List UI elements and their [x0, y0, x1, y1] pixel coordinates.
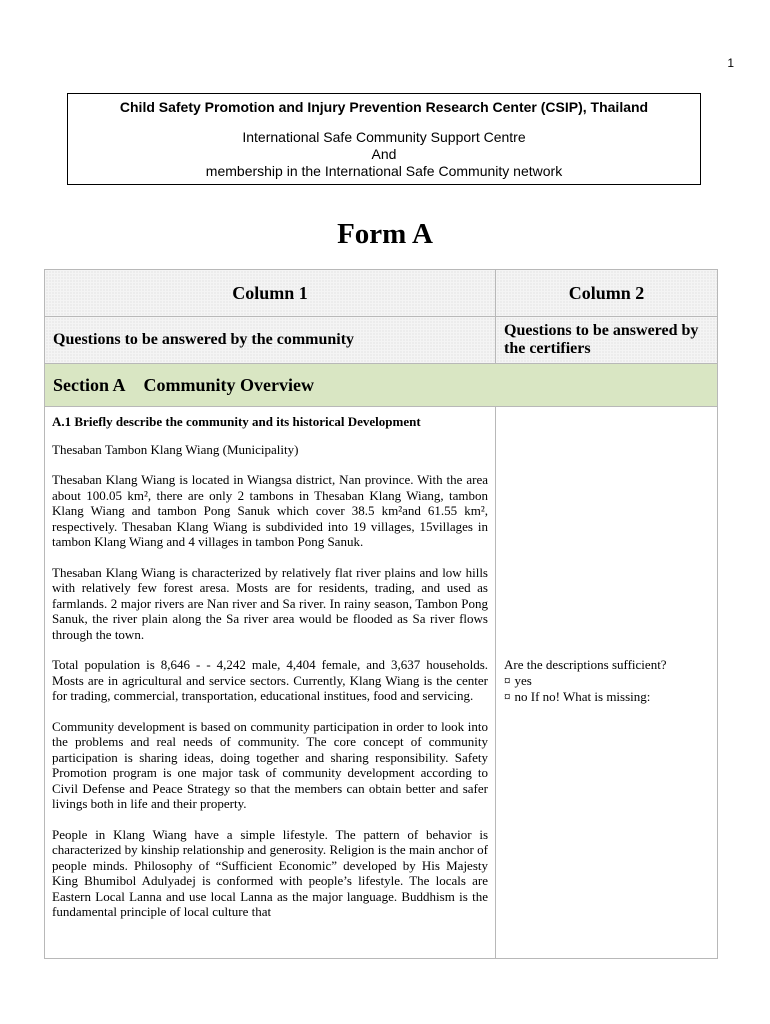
header-box — [67, 93, 701, 185]
checkbox-icon[interactable]: ¤ — [504, 673, 511, 688]
certifier-block — [504, 657, 711, 705]
header-title: Child Safety Promotion and Injury Prevention Research Center (CSIP), Thailand — [119, 99, 649, 115]
form-title: Form A — [337, 218, 433, 250]
page-number: 1 — [727, 56, 734, 70]
column-2-header: Column 2 — [496, 270, 718, 317]
section-label: Section A — [53, 374, 126, 395]
paragraph: Thesaban Klang Wiang is characterized by relatively flat river plains and low hills with relatively few forest aresa. Mosts are for residents, trading, and used as farmlands. 2 major rivers are Nan river and Sa river. In rainy season, Tambon Pong Sanuk, the river plain along the Sa river area would be flooded as Sa river flows through the town. — [52, 564, 488, 642]
certifier-question: Are the descriptions sufficient? — [504, 657, 667, 672]
question-title: A.1 Briefly describe the community and its historical Development — [52, 414, 421, 429]
form-table — [44, 269, 718, 959]
paragraph: Thesaban Tambon Klang Wiang (Municipality) — [52, 441, 299, 457]
option-yes-label: yes — [514, 673, 532, 688]
questions-header-row — [45, 317, 718, 364]
section-heading — [45, 364, 718, 407]
option-no-label: no If no! What is missing: — [514, 689, 651, 704]
certifier-answer-cell — [496, 407, 718, 959]
community-answer-cell — [45, 407, 496, 959]
column-1-header: Column 1 — [45, 270, 496, 317]
community-answer-content — [52, 410, 488, 955]
column-header-row — [45, 270, 718, 317]
community-questions-header: Questions to be answered by the community — [45, 317, 496, 364]
section-title: Community Overview — [143, 374, 314, 395]
header-line-1: International Safe Community Support Centre — [242, 129, 526, 145]
paragraph: Community development is based on community participation in order to look into the problems and real needs of community. The core concept of community participation is sharing ideas, doing together and sharing responsibility. Safety Promotion program is one major task of community development according to Civil Defense and Peace Strategy so that the members can obtain better and safer livings both in life and their property. — [52, 718, 488, 811]
paragraph: People in Klang Wiang have a simple lifestyle. The pattern of behavior is characterized by kinship relationship and generosity. Religion is the main anchor of people minds. Philosophy of “Sufficient Economic” developed by His Majesty King Bhumibol Adulyadej is conformed with people’s lifestyle. The locals are Eastern Local Lanna and use local Lanna as the major language. Buddhism is the fundamental principle of local culture that — [52, 826, 488, 919]
option-yes[interactable] — [504, 673, 711, 689]
paragraph: Total population is 8,646 - - 4,242 male, 4,404 female, and 3,637 households. Mosts are in agricultural and service sectors. Currently, Klang Wiang is the center for trading, commercial, transportation, educational institues, food and servicing. — [52, 657, 488, 703]
section-row — [45, 364, 718, 407]
certifier-questions-header: Questions to be answered by the certifiers — [496, 317, 718, 364]
content-row — [45, 407, 718, 959]
header-line-3: membership in the International Safe Community network — [205, 163, 563, 179]
option-no[interactable] — [504, 689, 711, 705]
paragraph: Thesaban Klang Wiang is located in Wiangsa district, Nan province. With the area about 100.05 km², there are only 2 tambons in Thesaban Klang Wiang, tambon Klang Wiang and tambon Pong Sanuk which cover 38.5 km²and 61.55 km², respectively. Thesaban Klang Wiang is subdivided into 19 villages, 15villages in tambon Klang Wiang and 4 villages in tambon Pong Sanuk. — [52, 472, 488, 549]
checkbox-icon[interactable]: ¤ — [504, 689, 511, 704]
header-line-2: And — [371, 146, 397, 162]
